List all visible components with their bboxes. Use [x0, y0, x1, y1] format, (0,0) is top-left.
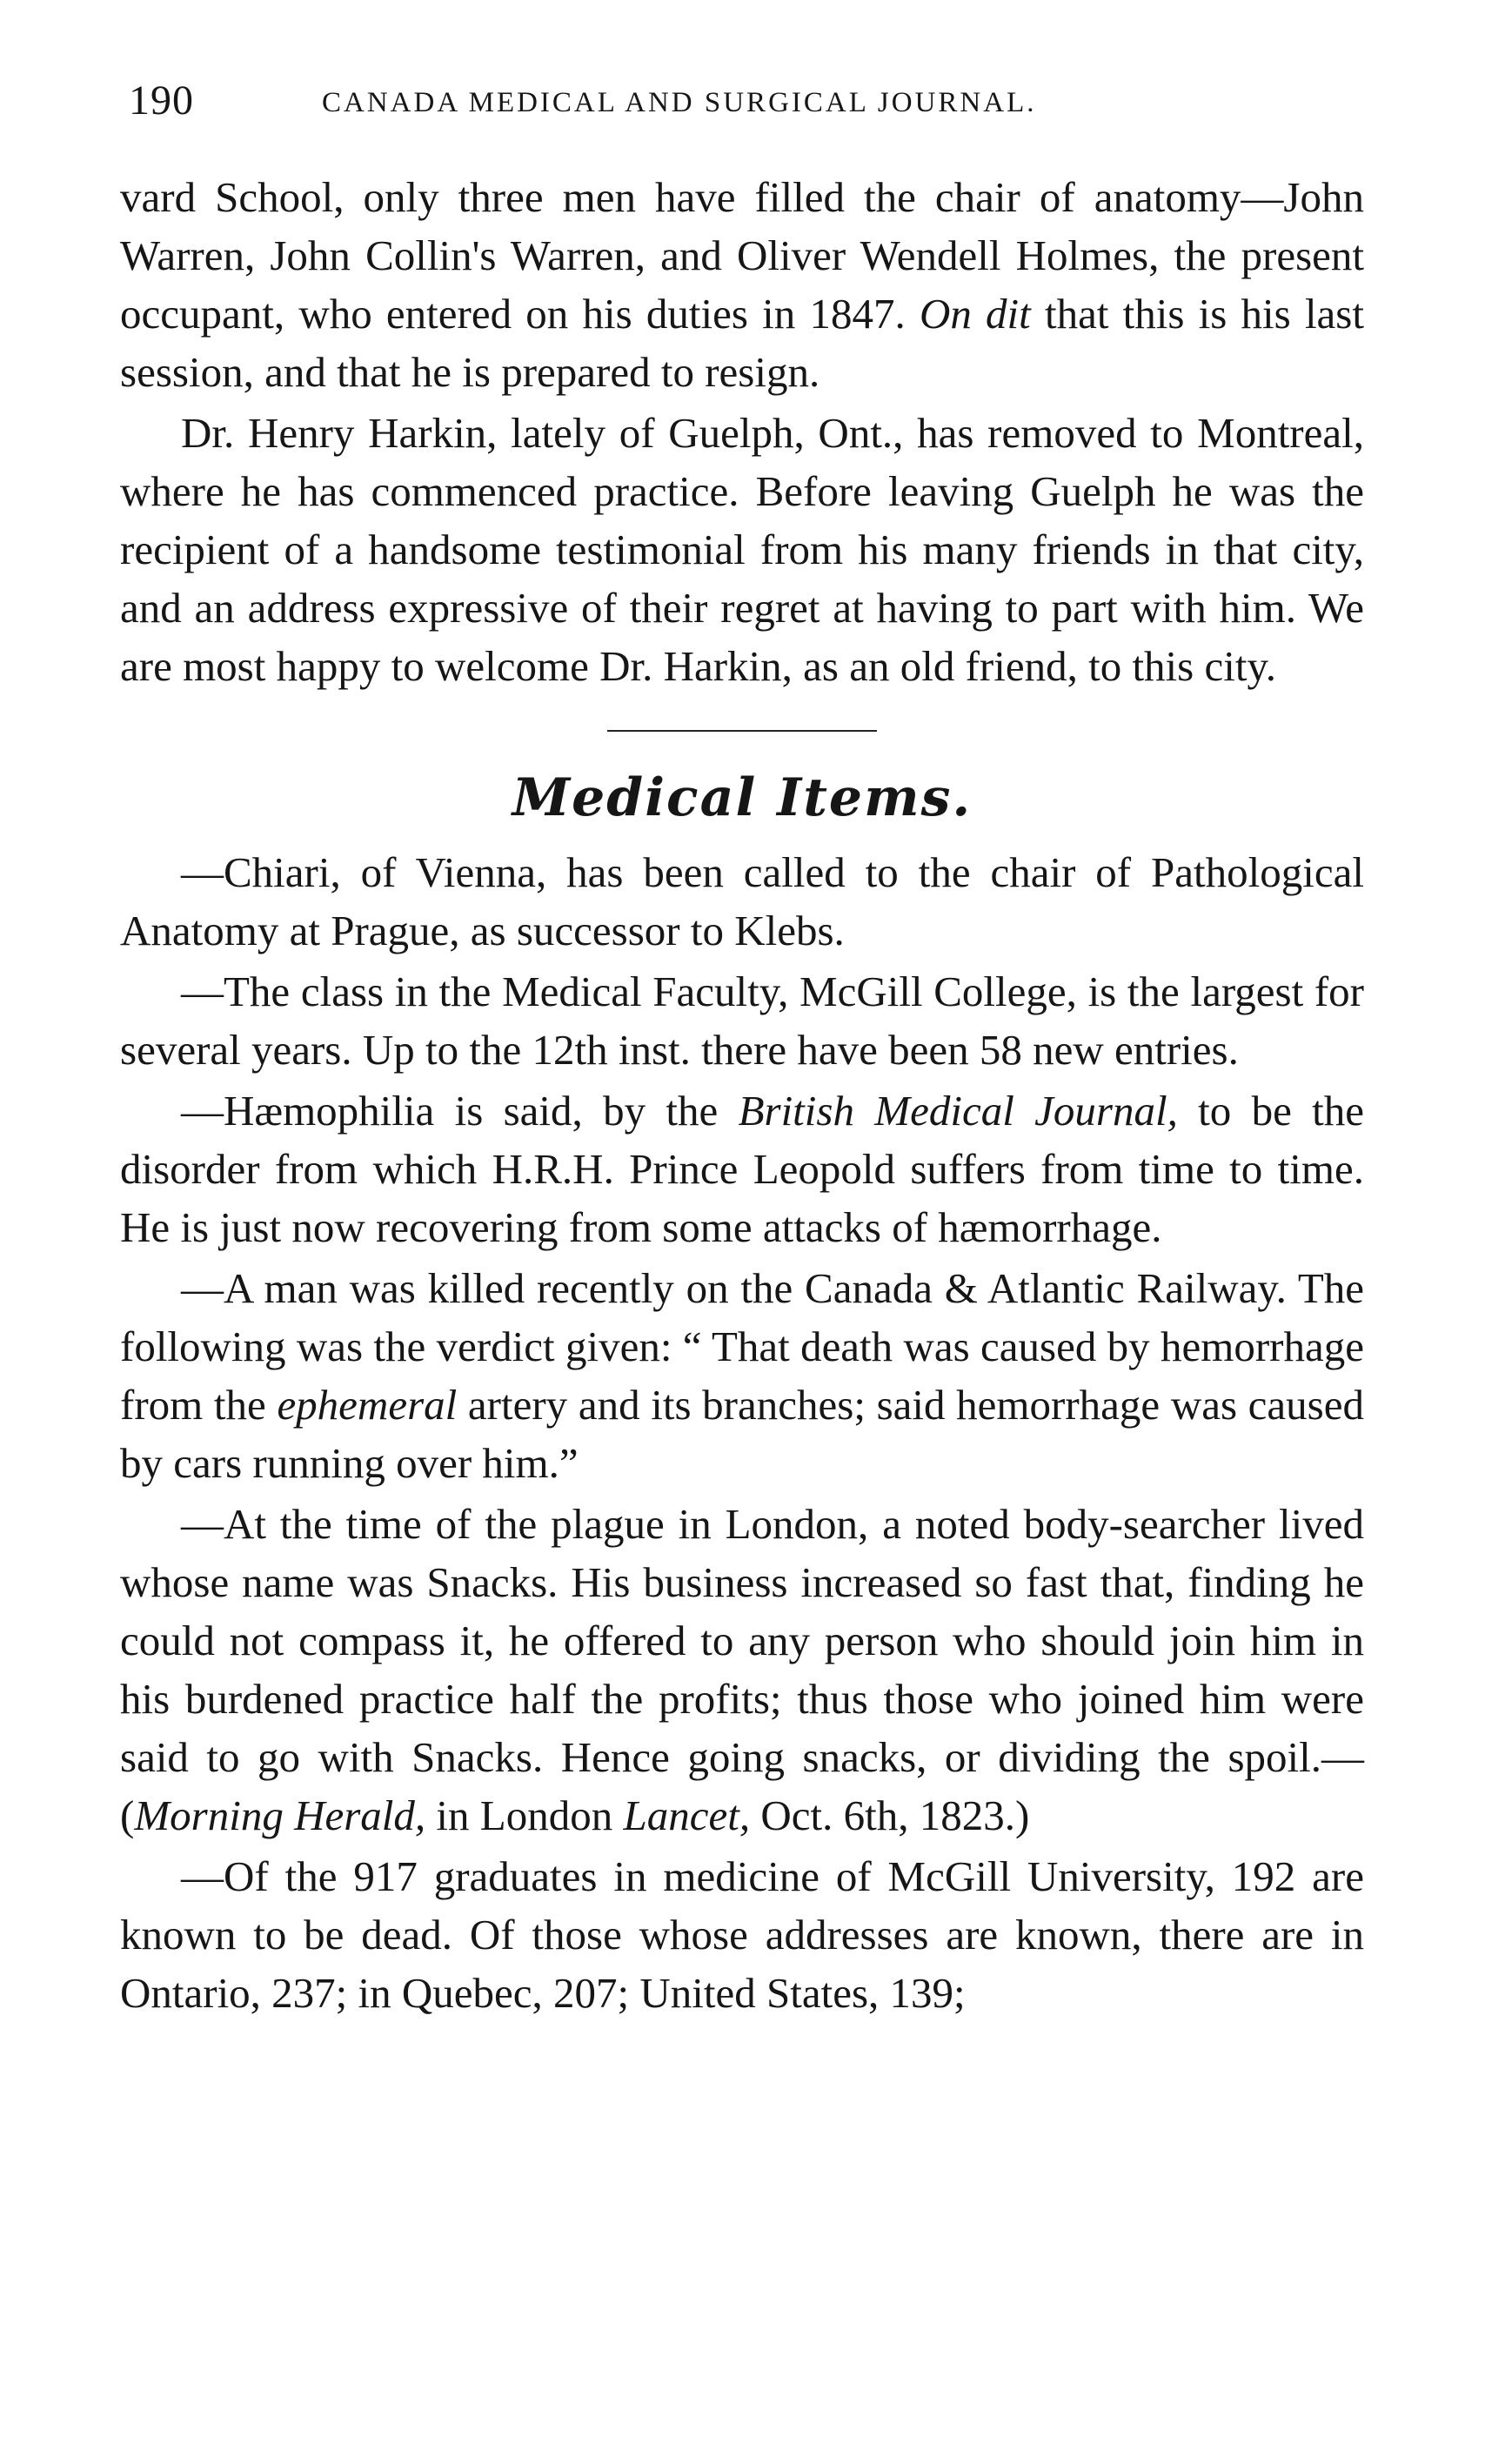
item-graduates: —Of the 917 graduates in medicine of McGill University, 192 are known to be dead. Of those whose addresses are known, there are in Ontario, 237; in Quebec, 207; United States, 139; [120, 1852, 1364, 2017]
bmj-italic: British Medical Journal, [738, 1087, 1178, 1135]
section-title-text: Medical Items. [512, 767, 973, 828]
section-divider [607, 730, 877, 732]
snacks-text: —At the time of the plague in London, a noted body-searcher lived whose name was Snacks. His business increased so fast that, finding he could not compass it, he offered to any person who should join him in his burdened practice half the profits; thus those who joined him were said to go with Snacks. Hence going snacks, or dividing the spoil.—( [120, 1500, 1364, 1839]
item-chiari: —Chiari, of Vienna, has been called to the chair of Pathological Anatomy at Prague, as successor to Klebs. [120, 848, 1364, 954]
item-haemophilia [120, 1081, 1364, 1256]
harkin-paragraph: Dr. Henry Harkin, lately of Guelph, Ont., has removed to Montreal, where he has commenced practice. Before leaving Guelph he was the recipient of a handsome testimonial from his many friends in that city, and an address expressive of their regret at having to part with him. We are most happy to welcome Dr. Harkin, as an old friend, to this city. [120, 409, 1364, 690]
haemophilia-text-end: to be the disorder from which H.R.H. Prince Leopold suffers from time to time. He is just now recovering from some attacks of hæmorrhage. [120, 1087, 1364, 1251]
ephemeral-italic: ephemeral [277, 1381, 458, 1429]
page-header [129, 77, 1364, 137]
item-railway [120, 1259, 1364, 1492]
page-number: 190 [129, 77, 194, 124]
item-class: —The class in the Medical Faculty, McGill College, is the largest for several years. Up to the 12th inst. there have been 58 new entries. [120, 968, 1364, 1074]
snacks-text-end: Oct. 6th, 1823.) [750, 1791, 1030, 1839]
harvard-text-end: that this is his last session, and that he is prepared to resign. [120, 290, 1364, 396]
harvard-paragraph [120, 168, 1364, 401]
article-body [120, 168, 1364, 2025]
morning-herald-italic: Morning Herald, [134, 1791, 426, 1839]
snacks-text-mid: in London [425, 1791, 624, 1839]
railway-text-end: artery and its branches; said hemorrhage was caused by cars running over him.” [120, 1381, 1364, 1487]
harvard-text: vard School, only three men have filled the chair of anatomy—John Warren, John Collin's Warren, and Oliver Wendell Holmes, the present occupant, who entered on his duties in 1847. [120, 173, 1364, 338]
lancet-italic: Lancet, [623, 1791, 751, 1839]
running-head: CANADA MEDICAL AND SURGICAL JOURNAL. [322, 87, 1037, 118]
item-snacks [120, 1495, 1364, 1845]
haemophilia-text: —Hæmophilia is said, by the [181, 1087, 739, 1135]
on-dit-italic: On dit [919, 290, 1031, 338]
section-title [120, 763, 1364, 833]
railway-text: —A man was killed recently on the Canada & Atlantic Railway. The following was the verdict given: “ That death was caused by hemorrhage from the [120, 1264, 1364, 1429]
